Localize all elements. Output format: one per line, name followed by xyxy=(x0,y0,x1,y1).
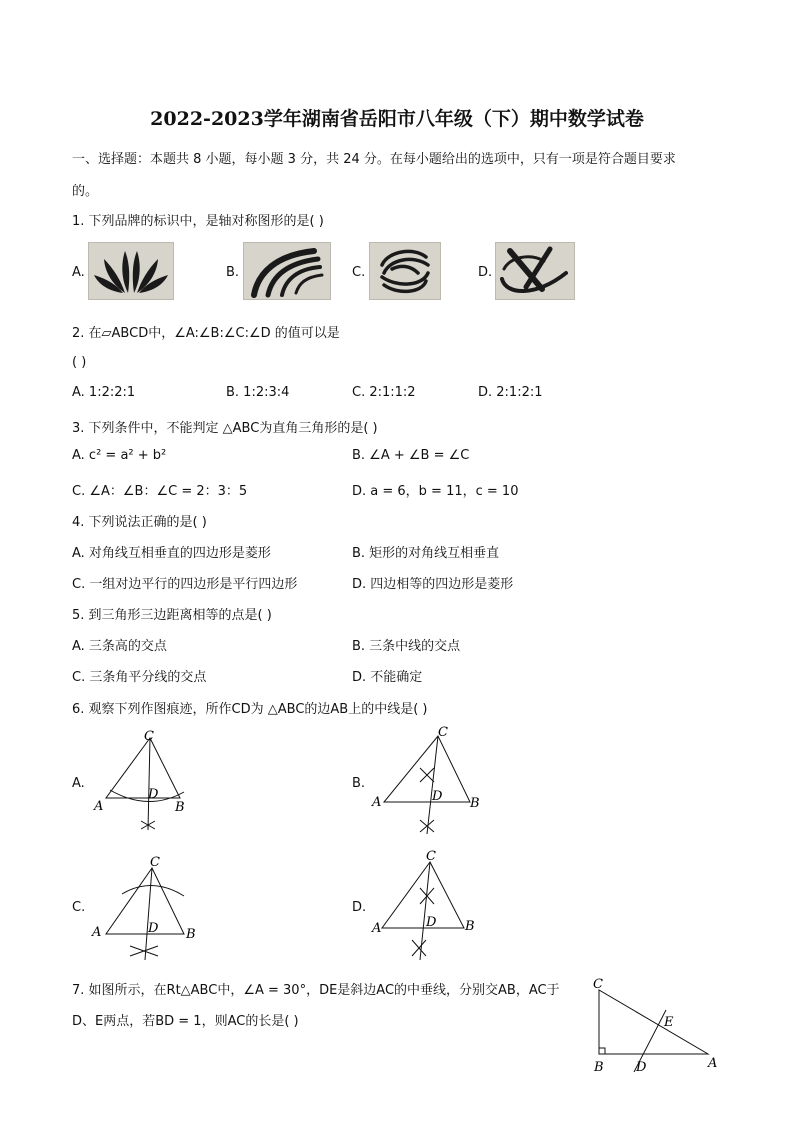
q7-stem: 7. 如图所示，在Rt△ABC中，∠A = 30°，DE是斜边AC的中垂线，分别交AB，AC于 xyxy=(72,983,560,998)
q7-stem-line2: D、E两点，若BD = 1，则AC的长是( ) xyxy=(72,1014,299,1029)
q7-label-b: B xyxy=(594,1060,604,1075)
swoosh-logo-icon xyxy=(243,242,331,300)
q5-option-b: B. 三条中线的交点 xyxy=(352,639,461,654)
q6a-label-d: D xyxy=(148,787,159,802)
q6b-label-d: D xyxy=(432,789,443,804)
q7-label-a: A xyxy=(708,1056,718,1071)
q6c-label-c: C xyxy=(150,855,160,870)
q6-option-d-label: D. xyxy=(352,900,367,915)
q7-label-e: E xyxy=(664,1015,674,1030)
q2-option-c: C. 2:1:1:2 xyxy=(352,385,416,400)
q6-option-c-label: C. xyxy=(72,900,86,915)
q6a-label-b: B xyxy=(175,800,185,815)
q4-option-d: D. 四边相等的四边形是菱形 xyxy=(352,577,514,592)
q1-stem: 1. 下列品牌的标识中，是轴对称图形的是( ) xyxy=(72,214,324,229)
q3-stem: 3. 下列条件中，不能判定 △ABC为直角三角形的是( ) xyxy=(72,421,378,436)
x-swoosh-logo-icon xyxy=(495,242,575,300)
q6a-label-a: A xyxy=(94,799,104,814)
q1-option-b-label: B. xyxy=(226,265,240,280)
q7-label-d: D xyxy=(636,1060,647,1075)
q6-option-b-label: B. xyxy=(352,776,366,791)
q4-option-a: A. 对角线互相垂直的四边形是菱形 xyxy=(72,546,271,561)
q2-option-b: B. 1:2:3:4 xyxy=(226,385,290,400)
q6-figure-a xyxy=(88,726,198,836)
q6b-label-c: C xyxy=(438,725,448,740)
q3-option-d: D. a = 6，b = 11，c = 10 xyxy=(352,484,519,499)
q4-stem: 4. 下列说法正确的是( ) xyxy=(72,515,207,530)
q5-option-c: C. 三条角平分线的交点 xyxy=(72,670,207,685)
q6-stem: 6. 观察下列作图痕迹，所作CD为 △ABC的边AB上的中线是( ) xyxy=(72,702,428,717)
q6c-label-a: A xyxy=(92,925,102,940)
q1-option-a-label: A. xyxy=(72,265,85,280)
q6d-label-d: D xyxy=(426,915,437,930)
q3-option-a: A. c² = a² + b² xyxy=(72,448,167,463)
q6d-label-c: C xyxy=(426,849,436,864)
q6a-label-c: C xyxy=(144,729,154,744)
q5-option-a: A. 三条高的交点 xyxy=(72,639,167,654)
section-heading-line2: 的。 xyxy=(72,184,99,199)
q6d-label-a: A xyxy=(372,921,382,936)
q6-figure-d xyxy=(368,846,488,964)
huawei-logo-icon xyxy=(88,242,174,300)
page-title: 2022-2023学年湖南省岳阳市八年级（下）期中数学试卷 xyxy=(150,108,644,130)
q6d-label-b: B xyxy=(465,919,475,934)
q6b-label-b: B xyxy=(470,796,480,811)
q3-option-b: B. ∠A + ∠B = ∠C xyxy=(352,448,470,463)
q6-figure-c xyxy=(88,852,208,968)
q2-stem: 2. 在▱ABCD中，∠A:∠B:∠C:∠D 的值可以是 xyxy=(72,326,340,341)
q6c-label-d: D xyxy=(148,921,159,936)
q6b-label-a: A xyxy=(372,795,382,810)
q5-stem: 5. 到三角形三边距离相等的点是( ) xyxy=(72,608,272,623)
q3-option-c: C. ∠A：∠B：∠C = 2：3：5 xyxy=(72,484,248,499)
q4-option-b: B. 矩形的对角线互相垂直 xyxy=(352,546,500,561)
china-mobile-logo-icon xyxy=(369,242,441,300)
q7-label-c: C xyxy=(593,977,603,992)
q4-option-c: C. 一组对边平行的四边形是平行四边形 xyxy=(72,577,298,592)
q5-option-d: D. 不能确定 xyxy=(352,670,423,685)
q1-option-c-label: C. xyxy=(352,265,366,280)
q2-stem-paren: ( ) xyxy=(72,355,87,370)
q2-option-d: D. 2:1:2:1 xyxy=(478,385,543,400)
q7-figure xyxy=(584,972,724,1076)
q6c-label-b: B xyxy=(186,927,196,942)
q6-option-a-label: A. xyxy=(72,776,85,791)
q2-option-a: A. 1:2:2:1 xyxy=(72,385,136,400)
section-heading-line1: 一、选择题：本题共 8 小题，每小题 3 分，共 24 分。在每小题给出的选项中，只有一项是符合题目要求 xyxy=(72,152,676,167)
q1-option-d-label: D. xyxy=(478,265,493,280)
q6-figure-b xyxy=(368,722,488,840)
